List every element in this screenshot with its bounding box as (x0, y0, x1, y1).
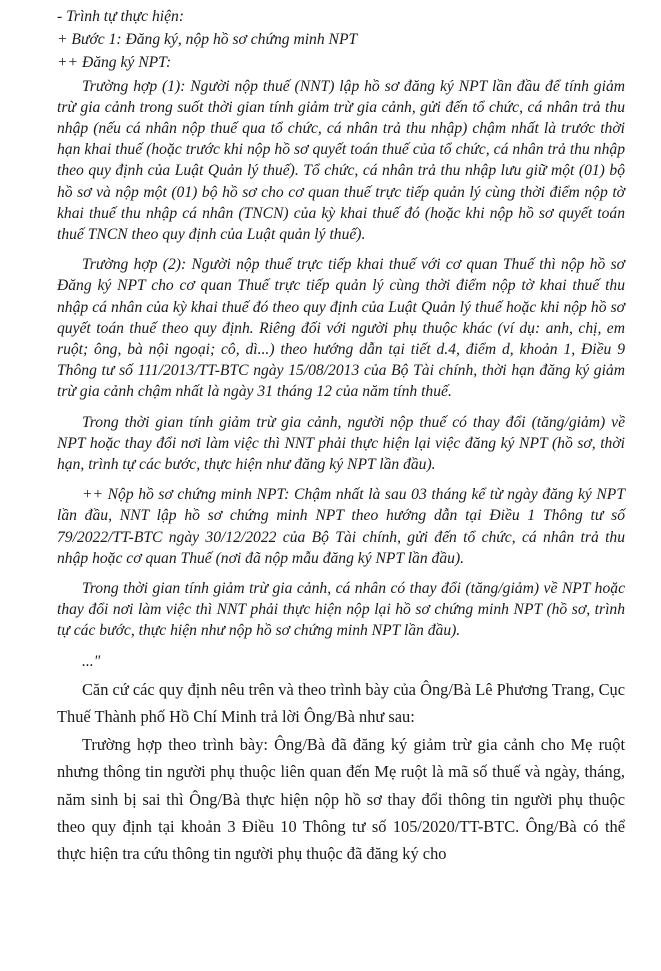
register-npt-heading: ++ Đăng ký NPT: (57, 54, 172, 72)
procedure-heading: - Trình tự thực hiện: (57, 8, 185, 25)
answer-paragraph: Trường hợp theo trình bày: Ông/Bà đã đăng ký giảm trừ gia cảnh cho Mẹ ruột nhưng thông tin người phụ thuộc liên quan đến Mẹ ruột là mã số thuế và ngày, tháng, năm sinh bị sai thì Ông/Bà thực hiện nộp hồ sơ thay đổi thông tin người phụ thuộc theo quy định tại khoản 3 Điều 10 Thông tư số 105/2020/TT-BTC. Ông/Bà có thể thực hiện tra cứu thông tin người phụ thuộc đã đăng ký cho (57, 734, 625, 864)
resubmit-proof-paragraph: Trong thời gian tính giảm trừ gia cảnh, cá nhân có thay đổi (tăng/giảm) về NPT hoặc thay đổi nơi làm việc thì NNT phải thực hiện nộp lại hồ sơ chứng minh NPT (hồ sơ, trình tự các bước, thực hiện như nộp hồ sơ chứng minh NPT lần đầu). (57, 580, 625, 640)
change-npt-paragraph: Trong thời gian tính giảm trừ gia cảnh, người nộp thuế có thay đổi (tăng/giảm) về NPT hoặc thay đổi nơi làm việc thì NNT phải thực hiện lại việc đăng ký NPT (hồ sơ, thời hạn, trình tự các bước, thực hiện như đăng ký NPT lần đầu). (57, 413, 625, 474)
basis-paragraph: Căn cứ các quy định nêu trên và theo trình bày của Ông/Bà Lê Phương Trang, Cục Thuế Thành phố Hồ Chí Minh trả lời Ông/Bà như sau: (57, 679, 625, 727)
case-2-paragraph: Trường hợp (2): Người nộp thuế trực tiếp khai thuế với cơ quan Thuế thì nộp hồ sơ Đăng ký NPT cho cơ quan Thuế trực tiếp quản lý cùng thời điểm nộp tờ khai thuế thu nhập cá nhân của kỳ khai thuế đó theo quy định của Luật Quản lý thuế hoặc khi nộp hồ sơ quyết toán thuế theo quy định. Riêng đối với người phụ thuộc khác (ví dụ: anh, chị, em ruột; ông, bà nội ngoại; cô, dì...) theo hướng dẫn tại tiết d.4, điểm d, khoản 1, Điều 9 Thông tư số 111/2013/TT-BTC ngày 15/08/2013 của Bộ Tài chính, thời hạn đăng ký giảm trừ gia cảnh chậm nhất là ngày 31 tháng 12 của năm tính thuế. (57, 256, 625, 401)
case-1-paragraph: Trường hợp (1): Người nộp thuế (NNT) lập hồ sơ đăng ký NPT lần đầu để tính giảm trừ gia cảnh trong suốt thời gian tính giảm trừ gia cảnh, gửi đến tổ chức, cá nhân trả thu nhập (nếu cá nhân nộp thuế qua tổ chức, cá nhân trả thu nhập) chậm nhất là trước thời hạn khai thuế (hoặc trước khi nộp hồ sơ quyết toán thuế của tổ chức, cá nhân trả thu nhập theo quy định của Luật Quản lý thuế). Tổ chức, cá nhân trả thu nhập lưu giữ một (01) bộ hồ sơ và nộp một (01) bộ hồ sơ cho cơ quan thuế trực tiếp quản lý cùng thời điểm nộp tờ khai thuế thu nhập cá nhân (TNCN) của kỳ khai thuế đó (hoặc khi nộp hồ sơ quyết toán thuế TNCN theo quy định của Luật quản lý thuế). (57, 77, 625, 244)
submit-proof-paragraph: ++ Nộp hồ sơ chứng minh NPT: Chậm nhất là sau 03 tháng kể từ ngày đăng ký NPT lần đầu, NNT lập hồ sơ chứng minh NPT theo hướng dẫn tại Điều 1 Thông tư số 79/2022/TT-BTC ngày 30/12/2022 của Bộ Tài chính, gửi đến tổ chức, cá nhân trả thu nhập hoặc cơ quan Thuế (nơi đã nộp mẫu đăng ký NPT lần đầu). (57, 486, 625, 567)
quote-end: ..." (82, 652, 101, 670)
step-1-heading: + Bước 1: Đăng ký, nộp hồ sơ chứng minh NPT (57, 31, 358, 49)
